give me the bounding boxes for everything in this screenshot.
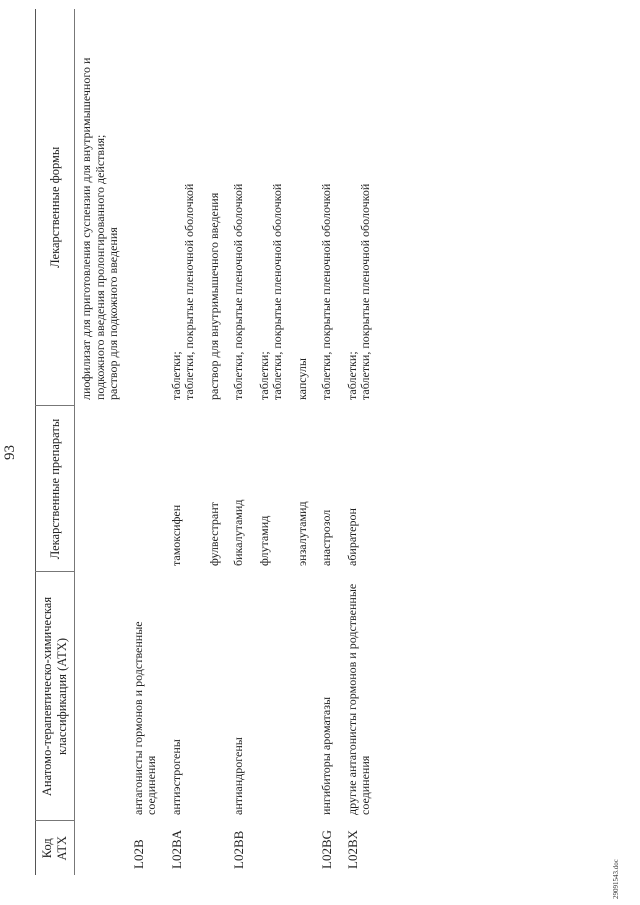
forms-cell <box>127 9 165 406</box>
table-row <box>165 9 203 875</box>
drug-cell <box>127 406 165 572</box>
atx-code-cell <box>291 821 316 875</box>
table-row <box>75 9 127 875</box>
form-line: лиофилизат для приготовления суспензии для внутримышечного и подкожного введения пролонгированного действия; <box>79 57 107 400</box>
forms-cell <box>165 9 203 406</box>
form-line: капсулы <box>294 358 309 400</box>
form-line: таблетки, покрытые пленочной оболочкой <box>358 183 372 400</box>
atx-code-cell: L02BX <box>344 830 360 869</box>
atx-code-cell <box>253 821 291 875</box>
table-row <box>341 9 379 875</box>
drug-cell: абиратерон <box>344 508 359 566</box>
form-line: таблетки; <box>344 351 359 400</box>
header-forms: Лекарственные формы <box>36 9 75 406</box>
form-line: таблетки, покрытые пленочной оболочкой <box>319 183 333 400</box>
table-header-row <box>36 9 75 875</box>
classification-cell <box>291 572 316 821</box>
drug-cell: тамоксифен <box>168 504 183 566</box>
forms-cell <box>253 9 291 406</box>
form-line: раствор для подкожного введения <box>106 227 120 400</box>
forms-cell <box>203 9 228 406</box>
forms-cell <box>341 9 379 406</box>
atx-code-cell <box>203 821 228 875</box>
drug-cell: флутамид <box>256 515 271 566</box>
form-line: таблетки, покрытые пленочной оболочкой <box>270 183 284 400</box>
classification-cell: другие антагонисты гормонов и родственные соединения <box>344 583 372 815</box>
form-line: раствор для внутримышечного введения <box>206 192 221 400</box>
form-line: таблетки, покрытые пленочной оболочкой <box>182 183 196 400</box>
header-drugs: Лекарственные препараты <box>36 406 75 572</box>
forms-cell <box>75 9 127 406</box>
table-row <box>203 9 228 875</box>
classification-cell: ингибиторы ароматазы <box>319 696 333 815</box>
header-code: Код АТХ <box>36 821 75 875</box>
drug-cell <box>75 406 127 572</box>
classification-cell: антагонисты гормонов и родственные соединения <box>130 621 158 815</box>
forms-cell <box>227 9 253 406</box>
page-number: 93 <box>2 445 18 460</box>
atx-code-cell: L02BA <box>168 830 184 869</box>
table-row <box>227 9 253 875</box>
forms-cell <box>315 9 341 406</box>
form-line: таблетки; <box>256 351 271 400</box>
drug-cell: энзалутамид <box>294 501 309 566</box>
drug-cell: фулвестрант <box>206 502 221 566</box>
drug-cell: анастрозол <box>319 509 333 566</box>
table-row <box>127 9 165 875</box>
table-row <box>291 9 316 875</box>
table-row <box>315 9 341 875</box>
document-reference: 29091543.doc <box>612 859 620 899</box>
classification-cell: антиандрогены <box>231 737 245 815</box>
form-line: таблетки, покрытые пленочной оболочкой <box>231 183 245 400</box>
classification-cell <box>75 572 127 821</box>
atx-table <box>35 9 379 875</box>
classification-cell <box>203 572 228 821</box>
atx-code-cell <box>75 821 127 875</box>
table-row <box>253 9 291 875</box>
atx-code-cell: L02BB <box>231 830 246 869</box>
drug-cell: бикалутамид <box>231 499 245 566</box>
classification-cell <box>253 572 291 821</box>
forms-cell <box>291 9 316 406</box>
atx-code-cell: L02B <box>130 839 146 869</box>
form-line: таблетки; <box>168 351 183 400</box>
header-classification: Анатомо-терапевтическо-химическая классификация (АТХ) <box>36 572 75 821</box>
atx-code-cell: L02BG <box>319 830 334 869</box>
classification-cell: антиэстрогены <box>168 739 183 815</box>
